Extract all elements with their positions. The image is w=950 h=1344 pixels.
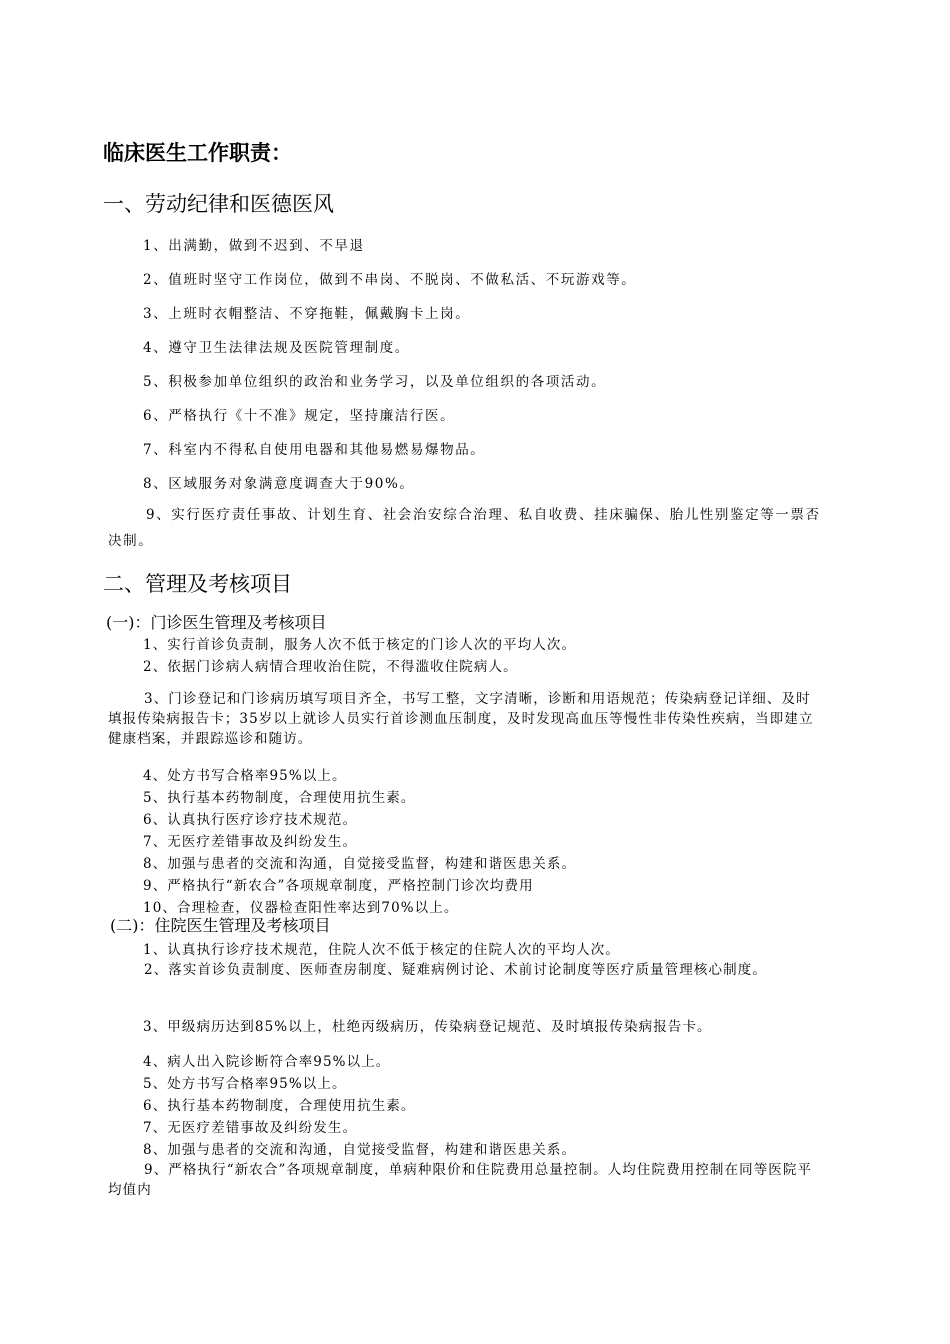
section1-item-4: 4、遵守卫生法律法规及医院管理制度。	[143, 340, 410, 356]
outpatient-item-4: 4、处方书写合格率95%以上。	[143, 768, 347, 784]
outpatient-item-9: 9、严格执行“新农合”各项规章制度，严格控制门诊次均费用	[143, 878, 534, 894]
inpatient-item-1: 1、认真执行诊疗技术规范，住院人次不低于核定的住院人次的平均人次。	[143, 942, 620, 958]
section1-item-8: 8、区域服务对象满意度调查大于90%。	[143, 476, 415, 492]
outpatient-item-6: 6、认真执行医疗诊疗技术规范。	[143, 812, 358, 828]
outpatient-item-8: 8、加强与患者的交流和沟通，自觉接受监督，构建和谐医患关系。	[143, 856, 577, 872]
outpatient-item-5: 5、执行基本药物制度，合理使用抗生素。	[143, 790, 416, 806]
outpatient-heading: (一)：门诊医生管理及考核项目	[106, 613, 327, 632]
section1-item-7: 7、科室内不得私自使用电器和其他易燃易爆物品。	[143, 442, 486, 458]
section1-item-6: 6、严格执行《十不准》规定，坚持廉洁行医。	[143, 408, 456, 424]
section1-item-2: 2、值班时坚守工作岗位，做到不串岗、不脱岗、不做私活、不玩游戏等。	[143, 272, 637, 288]
inpatient-item-5: 5、处方书写合格率95%以上。	[143, 1076, 347, 1092]
inpatient-heading: (二)：住院医生管理及考核项目	[110, 916, 331, 935]
section1-item-1: 1、出满勤，做到不迟到、不早退	[143, 238, 365, 254]
inpatient-item-9: 9、严格执行“新农合”各项规章制度，单病种限价和住院费用总量控制。人均住院费用控制在同等医院平均值内	[108, 1162, 813, 1198]
inpatient-item-6: 6、执行基本药物制度，合理使用抗生素。	[143, 1098, 416, 1114]
inpatient-item-4: 4、病人出入院诊断符合率95%以上。	[143, 1054, 391, 1070]
inpatient-item-2: 2、落实首诊负责制度、医师查房制度、疑难病例讨论、术前讨论制度等医疗质量管理核心制度。	[144, 962, 767, 978]
outpatient-item-7: 7、无医疗差错事故及纠纷发生。	[143, 834, 358, 850]
inpatient-item-7: 7、无医疗差错事故及纠纷发生。	[143, 1120, 358, 1136]
outpatient-item-3: 3、门诊登记和门诊病历填写项目齐全，书写工整，文字清晰，诊断和用语规范；传染病登记详细、及时填报传染病报告卡；35岁以上就诊人员实行首诊测血压制度，及时发现高血压等慢性非传染性疾病，当即建立健康档案，并跟踪巡诊和随访。	[108, 691, 814, 747]
outpatient-item-10: 10、合理检查，仪器检查阳性率达到70%以上。	[143, 900, 459, 916]
section2-heading: 二、管理及考核项目	[103, 572, 292, 596]
inpatient-item-8: 8、加强与患者的交流和沟通，自觉接受监督，构建和谐医患关系。	[143, 1142, 577, 1158]
outpatient-item-1: 1、实行首诊负责制，服务人次不低于核定的门诊人次的平均人次。	[143, 637, 577, 653]
outpatient-item-2: 2、依据门诊病人病情合理收治住院，不得滥收住院病人。	[143, 659, 518, 675]
section1-heading: 一、劳动纪律和医德医风	[103, 192, 334, 216]
section1-item-5: 5、积极参加单位组织的政治和业务学习，以及单位组织的各项活动。	[143, 374, 607, 390]
section1-item-9: 9、实行医疗责任事故、计划生育、社会治安综合治理、私自收费、挂床骗保、胎儿性别鉴定等一票否决制。	[108, 507, 821, 549]
inpatient-item-3: 3、甲级病历达到85%以上，杜绝丙级病历，传染病登记规范、及时填报传染病报告卡。	[143, 1019, 712, 1035]
section1-item-3: 3、上班时衣帽整洁、不穿拖鞋，佩戴胸卡上岗。	[143, 306, 471, 322]
page-title: 临床医生工作职责：	[103, 141, 292, 165]
